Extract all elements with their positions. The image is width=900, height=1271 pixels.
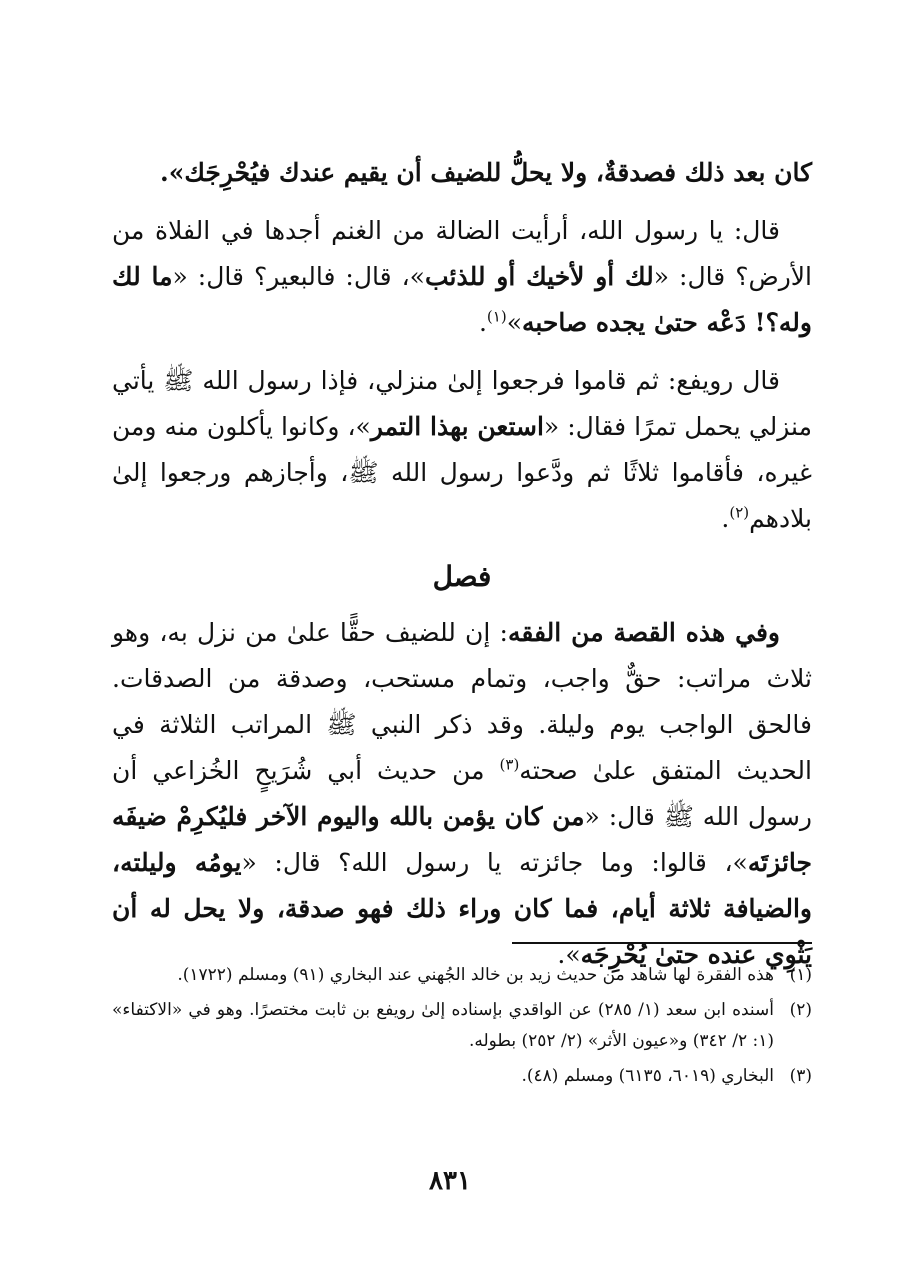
hadith-text: يومُه وليلته، والضيافة ثلاثة أيام، فما كان وراء ذلك فهو صدقة، ولا يحل له أن يَثْوِي عنده حتىٰ يُحْرِجَه	[112, 848, 812, 969]
paragraph-4	[112, 610, 812, 978]
footnote-2	[112, 995, 812, 1057]
text-run: قال: يا رسول الله، أرأيت الضالة من الغنم أجدها في الفلاة من الأرض؟ قال: «	[112, 216, 813, 291]
footnotes	[112, 960, 812, 1096]
page-number: ٨٣١	[429, 1166, 471, 1196]
footnote-marker[interactable]: (١)	[486, 307, 507, 326]
footnote-text: البخاري (٦٠١٩، ٦١٣٥) ومسلم (٤٨).	[521, 1066, 774, 1086]
text-run: .	[721, 504, 730, 533]
footnote-marker[interactable]: (٢)	[729, 503, 750, 522]
lead-in: وفي هذه القصة من الفقه	[507, 618, 780, 647]
footnote-separator	[512, 942, 812, 944]
hadith-text: استعن بهذا التمر	[370, 412, 544, 441]
main-text	[112, 150, 812, 990]
paragraph-1	[112, 150, 812, 196]
text-run: قال رويفع: ثم قاموا فرجعوا إلىٰ منزلي، فإذا رسول الله ﷺ يأتي منزلي يحمل تمرًا فقال: «	[112, 366, 812, 441]
text-run: : إن للضيف حقًّا علىٰ من نزل به، وهو ثلاث مراتب: حقٌّ واجب، وتمام مستحب، وصدقة من الصدقات. فالحق الواجب يوم وليلة. وقد ذكر النبي ﷺ المراتب الثلاثة في الحديث المتفق علىٰ صحته	[112, 618, 812, 785]
text-run: »، قال: فالبعير؟ قال: «	[172, 262, 425, 291]
footnote-number: (١)	[789, 965, 812, 985]
text-run: »، قالوا: وما جائزته يا رسول الله؟ قال: «	[241, 848, 748, 877]
text-run: من حديث أبي شُرَيحٍ الخُزاعي أن رسول الله ﷺ قال: «	[112, 756, 813, 831]
hadith-text: ما لك وله؟! دَعْه حتىٰ يجده صاحبه	[112, 262, 812, 337]
text-run: »، وكانوا يأكلون منه ومن غيره، فأقاموا ثلاثًا ثم ودَّعوا رسول الله ﷺ، وأجازهم ورجعوا إلىٰ بلادهم	[112, 412, 812, 533]
footnote-3	[112, 1061, 812, 1092]
footnote-text: أسنده ابن سعد (١/ ٢٨٥) عن الواقدي بإسناده إلىٰ رويفع بن ثابت مختصرًا. وهو في «الاكتفاء» (١: ٢/ ٣٤٢) و«عيون الأثر» (٢/ ٢٥٢) بطوله.	[112, 1000, 775, 1051]
footnote-1	[112, 960, 812, 991]
footnote-number: (٣)	[789, 1066, 812, 1086]
footnote-text: هذه الفقرة لها شاهد من حديث زيد بن خالد الجُهني عند البخاري (٩١) ومسلم (١٧٢٢).	[177, 965, 774, 985]
footnote-marker[interactable]: (٣)	[499, 755, 520, 774]
hadith-text: كان بعد ذلك فصدقةٌ، ولا يحلُّ للضيف أن يقيم عندك فيُحْرِجَك».	[160, 158, 812, 187]
paragraph-2	[112, 208, 812, 346]
paragraph-3	[112, 358, 812, 542]
footnote-number: (٢)	[789, 1000, 812, 1020]
text-run: ».	[557, 940, 581, 969]
section-heading: فصل	[432, 560, 492, 593]
hadith-text: لك أو لأخيك أو للذئب	[424, 262, 654, 291]
text-run: »	[506, 308, 522, 337]
hadith-text: من كان يؤمن بالله واليوم الآخر فليُكرِمْ ضيفَه جائزتَه	[112, 802, 812, 877]
text-run: .	[478, 308, 487, 337]
